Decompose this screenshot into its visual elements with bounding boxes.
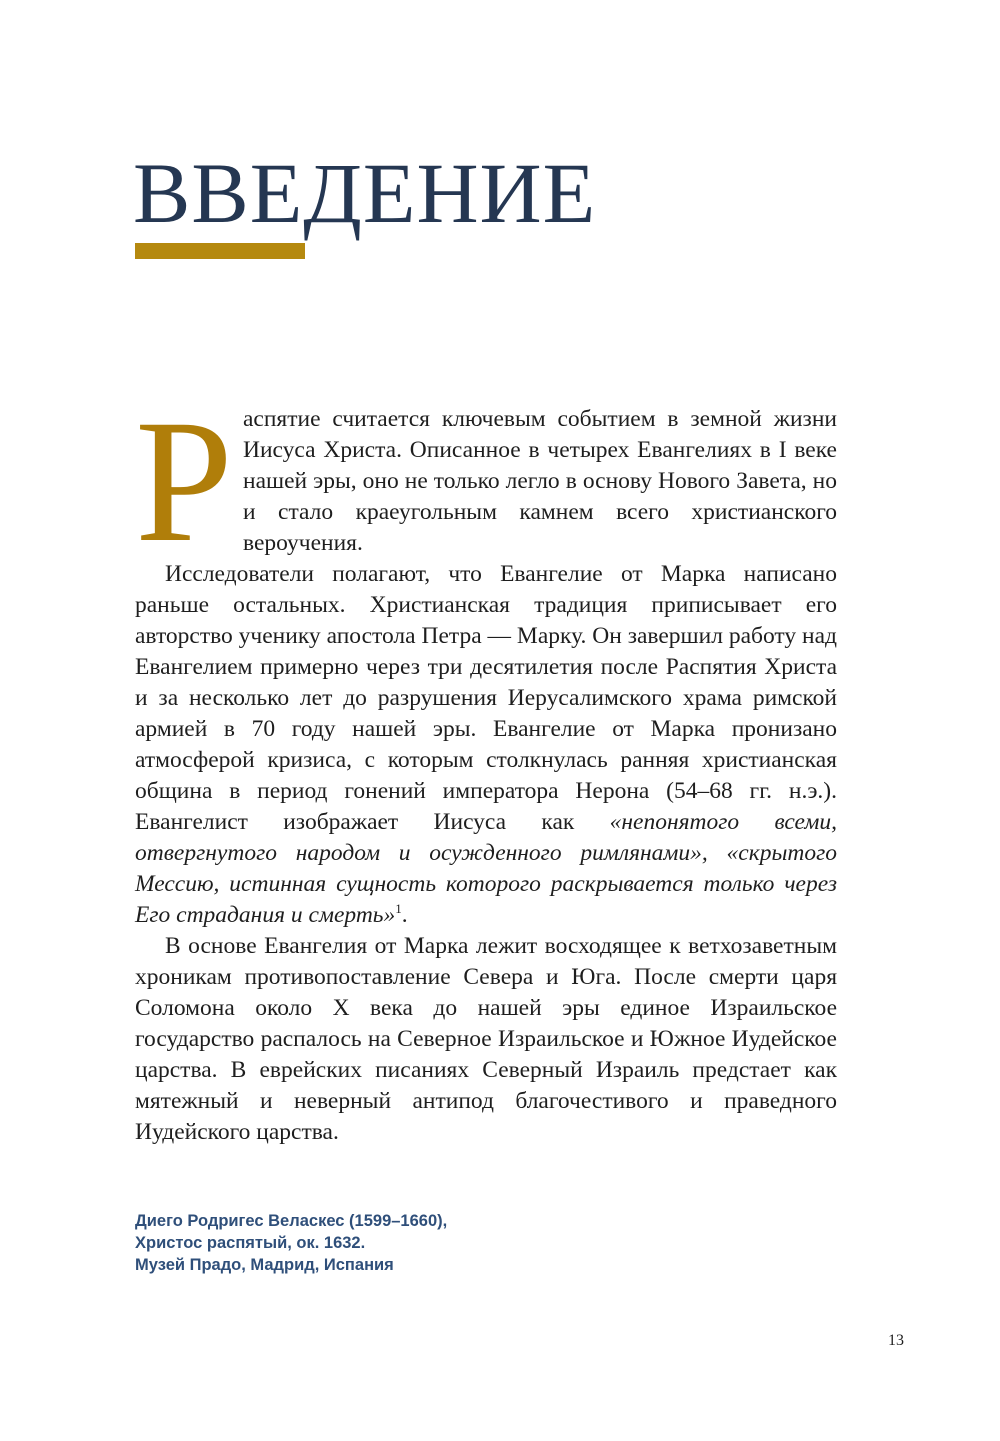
paragraph-3-text: В основе Евангелия от Марка лежит восходящее к ветхозаветным хроникам противопоставление Севера и Юга. После смерти царя Соломона около X века до нашей эры единое Израильское государство распалось на Северное Израильское и Южное Иудейское царства. В еврейских писаниях Северный Израиль предстает как мятежный и неверный антипод благочестивого и праведного Иудейского царства. — [135, 933, 837, 1145]
paragraph-3 — [135, 931, 837, 1148]
drop-cap: Р — [135, 384, 233, 579]
caption-line-3: Музей Прадо, Мадрид, Испания — [135, 1256, 394, 1274]
paragraph-2-quote: «непонятого всеми, отвергнутого народом и осужденного римлянами», «скрытого Мессию, истинная сущность которого раскрывается только через Его страдания и смерть» — [135, 809, 837, 928]
title-underline — [135, 243, 305, 259]
caption-line-2: Христос распятый, ок. 1632. — [135, 1234, 366, 1252]
page-title: ВВЕДЕНИЕ — [133, 145, 597, 241]
page-number: 13 — [888, 1332, 904, 1349]
image-caption — [135, 1210, 447, 1276]
paragraph-2 — [135, 559, 837, 931]
caption-line-1: Диего Родригес Веласкес (1599–1660), — [135, 1212, 448, 1230]
body-text — [135, 384, 837, 1148]
paragraph-1 — [135, 384, 837, 579]
footnote-ref[interactable]: 1 — [395, 901, 402, 916]
paragraph-1-text: аспятие считается ключевым событием в земной жизни Иисуса Христа. Описанное в четырех Евангелиях в I веке нашей эры, оно не только легло в основу Нового Завета, но и стало краеугольным камнем всего христианского вероучения. — [243, 406, 837, 556]
paragraph-2-end: . — [401, 902, 408, 928]
paragraph-2-text: Исследователи полагают, что Евангелие от Марка написано раньше остальных. Христианская традиция приписывает его авторство ученику апостола Петра — Марку. Он завершил работу над Евангелием примерно через три десятилетия после Распятия Христа и за несколько лет до разрушения Иерусалимского храма римской армией в 70 году нашей эры. Евангелие от Марка пронизано атмосферой кризиса, с которым столкнулась ранняя христианская община в период гонений императора Нерона (54–68 гг. н.э.). Евангелист изображает Иисуса как — [135, 561, 837, 835]
